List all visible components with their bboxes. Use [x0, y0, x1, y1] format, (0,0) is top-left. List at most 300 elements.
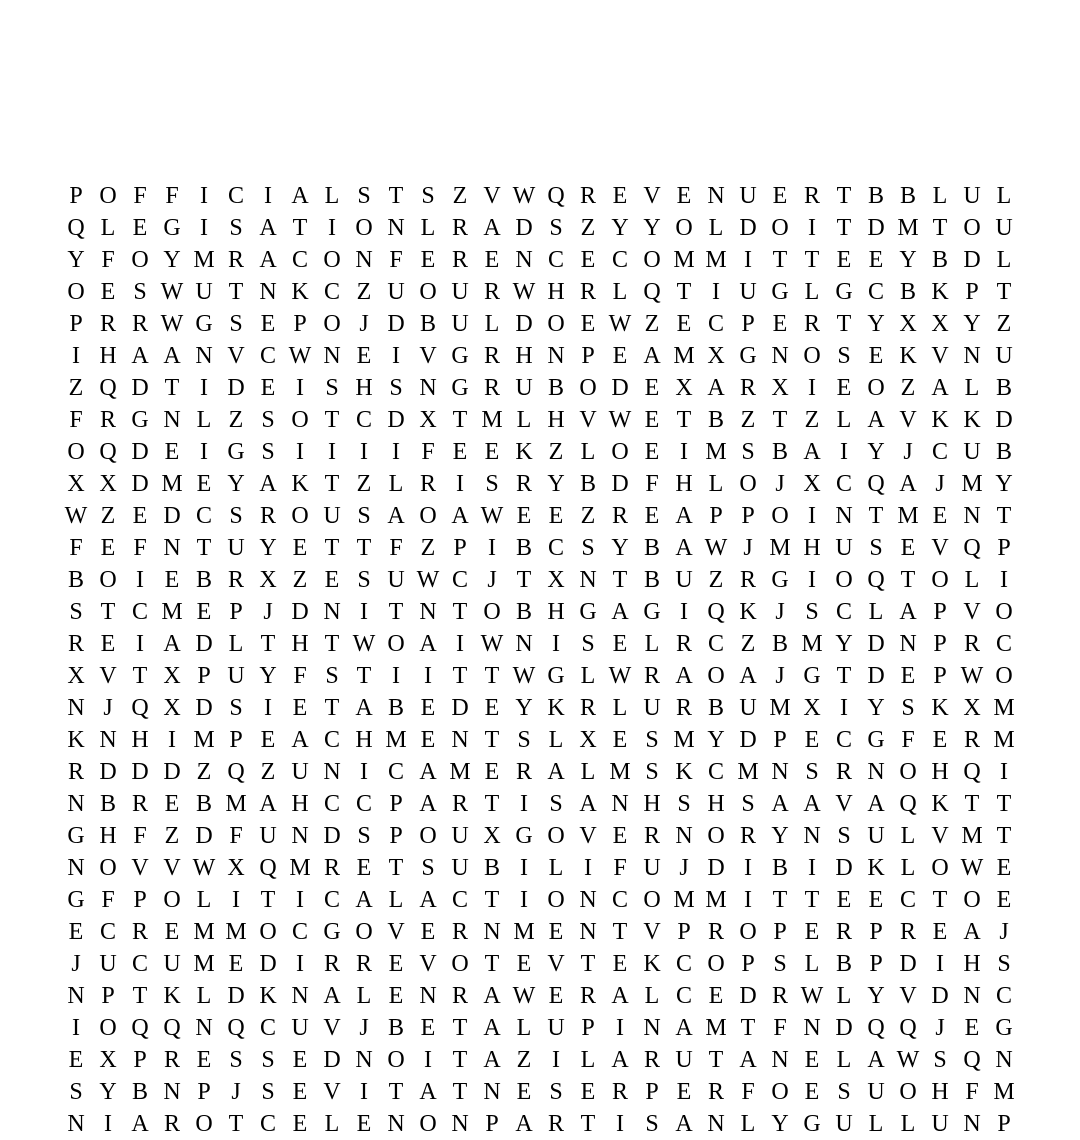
grid-letter[interactable]: U — [643, 855, 661, 881]
grid-letter[interactable]: B — [899, 279, 916, 305]
grid-letter[interactable]: E — [452, 439, 468, 465]
grid-letter[interactable]: E — [644, 503, 660, 529]
grid-letter[interactable]: J — [263, 599, 273, 625]
grid-letter[interactable]: E — [612, 343, 628, 369]
grid-letter[interactable]: U — [867, 823, 885, 849]
grid-letter[interactable]: T — [612, 567, 628, 593]
grid-letter[interactable]: E — [292, 1111, 308, 1137]
grid-letter[interactable]: D — [611, 471, 629, 497]
grid-letter[interactable]: D — [387, 407, 405, 433]
grid-letter[interactable]: T — [772, 407, 788, 433]
grid-letter[interactable]: N — [771, 343, 789, 369]
grid-letter[interactable]: U — [995, 215, 1013, 241]
grid-letter[interactable]: V — [419, 951, 437, 977]
grid-letter[interactable]: O — [547, 311, 565, 337]
grid-letter[interactable]: A — [675, 1111, 693, 1137]
grid-letter[interactable]: S — [837, 343, 851, 369]
grid-letter[interactable]: N — [387, 215, 405, 241]
grid-letter[interactable]: S — [549, 215, 563, 241]
grid-letter[interactable]: H — [291, 791, 309, 817]
grid-letter[interactable]: W — [160, 279, 184, 305]
grid-letter[interactable]: Z — [356, 471, 372, 497]
grid-letter[interactable]: E — [612, 951, 628, 977]
grid-letter[interactable]: N — [803, 1015, 821, 1041]
grid-letter[interactable]: E — [548, 919, 564, 945]
grid-letter[interactable]: G — [451, 375, 469, 401]
grid-letter[interactable]: W — [800, 983, 824, 1009]
grid-letter[interactable]: M — [481, 407, 503, 433]
grid-letter[interactable]: E — [868, 247, 884, 273]
grid-letter[interactable]: G — [835, 279, 853, 305]
grid-letter[interactable]: T — [452, 1079, 468, 1105]
grid-letter[interactable]: S — [485, 471, 499, 497]
grid-letter[interactable]: S — [645, 1111, 659, 1137]
grid-letter[interactable]: V — [931, 823, 949, 849]
grid-letter[interactable]: A — [611, 983, 629, 1009]
grid-letter[interactable]: O — [419, 823, 437, 849]
grid-letter[interactable]: Q — [131, 1015, 149, 1041]
grid-letter[interactable]: O — [707, 663, 725, 689]
grid-letter[interactable]: X — [67, 663, 85, 689]
grid-letter[interactable]: O — [995, 599, 1013, 625]
grid-letter[interactable]: T — [484, 791, 500, 817]
grid-letter[interactable]: P — [581, 1015, 595, 1041]
grid-letter[interactable]: W — [896, 1047, 920, 1073]
grid-letter[interactable]: U — [387, 567, 405, 593]
grid-letter[interactable]: W — [512, 983, 536, 1009]
grid-letter[interactable]: O — [291, 503, 309, 529]
grid-letter[interactable]: O — [675, 215, 693, 241]
grid-letter[interactable]: S — [549, 1079, 563, 1105]
grid-letter[interactable]: D — [611, 375, 629, 401]
grid-letter[interactable]: R — [227, 567, 244, 593]
grid-letter[interactable]: E — [356, 343, 372, 369]
grid-letter[interactable]: T — [324, 407, 340, 433]
grid-letter[interactable]: V — [963, 599, 981, 625]
grid-letter[interactable]: L — [932, 183, 948, 209]
grid-letter[interactable]: E — [484, 695, 500, 721]
grid-letter[interactable]: C — [835, 727, 852, 753]
grid-letter[interactable]: O — [67, 439, 85, 465]
grid-letter[interactable]: S — [261, 439, 275, 465]
grid-letter[interactable]: X — [163, 663, 181, 689]
grid-letter[interactable]: T — [100, 599, 116, 625]
grid-letter[interactable]: P — [101, 983, 115, 1009]
grid-letter[interactable]: A — [419, 759, 437, 785]
grid-letter[interactable]: A — [259, 215, 277, 241]
grid-letter[interactable]: D — [323, 823, 341, 849]
grid-letter[interactable]: T — [900, 567, 916, 593]
grid-letter[interactable]: N — [835, 503, 853, 529]
grid-letter[interactable]: N — [163, 1079, 181, 1105]
grid-letter[interactable]: S — [357, 567, 371, 593]
grid-letter[interactable]: P — [773, 727, 787, 753]
grid-letter[interactable]: E — [644, 375, 660, 401]
grid-letter[interactable]: E — [132, 215, 148, 241]
grid-letter[interactable]: C — [995, 983, 1012, 1009]
grid-letter[interactable]: B — [195, 567, 212, 593]
grid-letter[interactable]: S — [261, 1047, 275, 1073]
grid-letter[interactable]: R — [675, 631, 692, 657]
grid-letter[interactable]: A — [867, 1047, 885, 1073]
grid-letter[interactable]: L — [388, 471, 404, 497]
grid-letter[interactable]: C — [259, 1015, 276, 1041]
grid-letter[interactable]: E — [900, 663, 916, 689]
grid-letter[interactable]: H — [931, 1079, 949, 1105]
grid-letter[interactable]: S — [69, 1079, 83, 1105]
grid-letter[interactable]: E — [836, 375, 852, 401]
grid-letter[interactable]: U — [163, 951, 181, 977]
grid-letter[interactable]: E — [356, 1111, 372, 1137]
grid-letter[interactable]: U — [451, 823, 469, 849]
grid-letter[interactable]: N — [259, 279, 277, 305]
grid-letter[interactable]: Z — [196, 759, 212, 785]
grid-letter[interactable]: N — [451, 1111, 469, 1137]
grid-letter[interactable]: E — [260, 375, 276, 401]
grid-letter[interactable]: R — [675, 695, 692, 721]
grid-letter[interactable]: E — [484, 247, 500, 273]
grid-letter[interactable]: R — [67, 759, 84, 785]
grid-letter[interactable]: B — [931, 247, 948, 273]
grid-letter[interactable]: N — [99, 727, 117, 753]
grid-letter[interactable]: I — [744, 855, 752, 881]
grid-letter[interactable]: H — [291, 631, 309, 657]
grid-letter[interactable]: H — [355, 375, 373, 401]
grid-letter[interactable]: K — [867, 855, 885, 881]
grid-letter[interactable]: J — [775, 663, 785, 689]
grid-letter[interactable]: P — [581, 343, 595, 369]
grid-letter[interactable]: T — [484, 887, 500, 913]
grid-letter[interactable]: I — [744, 887, 752, 913]
grid-letter[interactable]: W — [960, 855, 984, 881]
grid-letter[interactable]: C — [547, 247, 564, 273]
grid-letter[interactable]: E — [196, 1047, 212, 1073]
grid-letter[interactable]: L — [516, 1015, 532, 1041]
grid-letter[interactable]: T — [772, 887, 788, 913]
grid-letter[interactable]: Q — [163, 1015, 181, 1041]
grid-letter[interactable]: N — [67, 695, 85, 721]
grid-letter[interactable]: L — [996, 247, 1012, 273]
grid-letter[interactable]: C — [131, 951, 148, 977]
grid-letter[interactable]: W — [512, 663, 536, 689]
grid-letter[interactable]: E — [196, 599, 212, 625]
grid-letter[interactable]: A — [867, 791, 885, 817]
grid-letter[interactable]: I — [584, 855, 592, 881]
grid-letter[interactable]: N — [515, 631, 533, 657]
grid-letter[interactable]: F — [229, 823, 243, 849]
grid-letter[interactable]: E — [932, 727, 948, 753]
grid-letter[interactable]: B — [387, 695, 404, 721]
grid-letter[interactable]: N — [67, 791, 85, 817]
grid-letter[interactable]: Z — [580, 503, 596, 529]
grid-letter[interactable]: X — [227, 855, 245, 881]
grid-letter[interactable]: E — [484, 439, 500, 465]
grid-letter[interactable]: O — [99, 567, 117, 593]
grid-letter[interactable]: I — [264, 183, 272, 209]
grid-letter[interactable]: D — [131, 375, 149, 401]
grid-letter[interactable]: N — [579, 919, 597, 945]
grid-letter[interactable]: E — [804, 727, 820, 753]
grid-letter[interactable]: P — [453, 535, 467, 561]
grid-letter[interactable]: Y — [963, 311, 981, 337]
grid-letter[interactable]: T — [580, 951, 596, 977]
grid-letter[interactable]: R — [131, 791, 148, 817]
grid-letter[interactable]: B — [771, 631, 788, 657]
grid-letter[interactable]: D — [259, 951, 277, 977]
grid-letter[interactable]: E — [164, 919, 180, 945]
grid-letter[interactable]: K — [291, 471, 309, 497]
grid-letter[interactable]: E — [996, 887, 1012, 913]
grid-letter[interactable]: G — [771, 279, 789, 305]
grid-letter[interactable]: X — [547, 567, 565, 593]
grid-letter[interactable]: V — [163, 855, 181, 881]
grid-letter[interactable]: L — [900, 855, 916, 881]
grid-letter[interactable]: O — [195, 1111, 213, 1137]
grid-letter[interactable]: N — [291, 983, 309, 1009]
grid-letter[interactable]: Y — [611, 215, 629, 241]
grid-letter[interactable]: C — [707, 759, 724, 785]
grid-letter[interactable]: O — [131, 247, 149, 273]
grid-letter[interactable]: H — [643, 791, 661, 817]
grid-letter[interactable]: L — [484, 311, 500, 337]
grid-letter[interactable]: I — [392, 663, 400, 689]
grid-letter[interactable]: O — [739, 471, 757, 497]
grid-letter[interactable]: N — [323, 343, 341, 369]
grid-letter[interactable]: L — [580, 759, 596, 785]
grid-letter[interactable]: E — [68, 919, 84, 945]
grid-letter[interactable]: V — [99, 663, 117, 689]
grid-letter[interactable]: R — [163, 1111, 180, 1137]
grid-letter[interactable]: W — [512, 279, 536, 305]
grid-letter[interactable]: M — [673, 887, 695, 913]
grid-letter[interactable]: O — [419, 1111, 437, 1137]
grid-letter[interactable]: L — [644, 631, 660, 657]
grid-letter[interactable]: I — [808, 375, 816, 401]
grid-letter[interactable]: M — [193, 919, 215, 945]
grid-letter[interactable]: A — [675, 1015, 693, 1041]
grid-letter[interactable]: A — [675, 535, 693, 561]
grid-letter[interactable]: H — [99, 823, 117, 849]
grid-letter[interactable]: L — [580, 439, 596, 465]
grid-letter[interactable]: N — [355, 1047, 373, 1073]
grid-letter[interactable]: M — [161, 471, 183, 497]
grid-letter[interactable]: G — [451, 343, 469, 369]
grid-letter[interactable]: J — [775, 599, 785, 625]
grid-letter[interactable]: Z — [644, 311, 660, 337]
grid-letter[interactable]: E — [932, 919, 948, 945]
grid-letter[interactable]: O — [867, 375, 885, 401]
grid-letter[interactable]: X — [163, 695, 181, 721]
grid-letter[interactable]: O — [579, 375, 597, 401]
grid-letter[interactable]: N — [963, 343, 981, 369]
grid-letter[interactable]: O — [547, 823, 565, 849]
grid-letter[interactable]: A — [771, 791, 789, 817]
grid-letter[interactable]: J — [999, 919, 1009, 945]
grid-letter[interactable]: I — [168, 727, 176, 753]
grid-letter[interactable]: I — [712, 279, 720, 305]
grid-letter[interactable]: R — [611, 1079, 628, 1105]
grid-letter[interactable]: A — [611, 1047, 629, 1073]
grid-letter[interactable]: N — [579, 887, 597, 913]
grid-letter[interactable]: T — [324, 535, 340, 561]
grid-letter[interactable]: C — [323, 279, 340, 305]
grid-letter[interactable]: I — [232, 887, 240, 913]
grid-letter[interactable]: Z — [420, 535, 436, 561]
grid-letter[interactable]: T — [196, 535, 212, 561]
grid-letter[interactable]: T — [324, 631, 340, 657]
grid-letter[interactable]: A — [419, 791, 437, 817]
grid-letter[interactable]: R — [579, 695, 596, 721]
grid-letter[interactable]: A — [131, 1111, 149, 1137]
grid-letter[interactable]: T — [324, 471, 340, 497]
grid-letter[interactable]: W — [512, 183, 536, 209]
grid-letter[interactable]: X — [707, 343, 725, 369]
grid-letter[interactable]: T — [836, 311, 852, 337]
grid-letter[interactable]: H — [547, 599, 565, 625]
grid-letter[interactable]: E — [100, 631, 116, 657]
grid-letter[interactable]: J — [903, 439, 913, 465]
grid-letter[interactable]: J — [71, 951, 81, 977]
grid-letter[interactable]: E — [836, 247, 852, 273]
grid-letter[interactable]: G — [195, 311, 213, 337]
grid-letter[interactable]: Z — [516, 1047, 532, 1073]
grid-letter[interactable]: J — [359, 1015, 369, 1041]
grid-letter[interactable]: D — [323, 1047, 341, 1073]
grid-letter[interactable]: S — [357, 183, 371, 209]
grid-letter[interactable]: T — [452, 1047, 468, 1073]
grid-letter[interactable]: T — [804, 887, 820, 913]
grid-letter[interactable]: N — [707, 1111, 725, 1137]
grid-letter[interactable]: S — [133, 279, 147, 305]
grid-letter[interactable]: R — [99, 407, 116, 433]
grid-letter[interactable]: B — [515, 535, 532, 561]
grid-letter[interactable]: I — [744, 247, 752, 273]
grid-letter[interactable]: I — [936, 951, 944, 977]
grid-letter[interactable]: C — [995, 631, 1012, 657]
grid-letter[interactable]: P — [869, 951, 883, 977]
grid-letter[interactable]: R — [451, 791, 468, 817]
grid-letter[interactable]: N — [163, 407, 181, 433]
grid-letter[interactable]: E — [804, 1079, 820, 1105]
grid-letter[interactable]: E — [516, 1079, 532, 1105]
grid-letter[interactable]: H — [355, 727, 373, 753]
grid-letter[interactable]: D — [739, 215, 757, 241]
grid-letter[interactable]: D — [387, 311, 405, 337]
grid-letter[interactable]: T — [164, 375, 180, 401]
grid-letter[interactable]: B — [771, 855, 788, 881]
grid-letter[interactable]: D — [195, 631, 213, 657]
grid-letter[interactable]: U — [963, 183, 981, 209]
grid-letter[interactable]: R — [643, 823, 660, 849]
grid-letter[interactable]: U — [547, 1015, 565, 1041]
grid-letter[interactable]: O — [387, 1047, 405, 1073]
grid-letter[interactable]: B — [419, 311, 436, 337]
grid-letter[interactable]: Q — [227, 759, 245, 785]
grid-letter[interactable]: X — [675, 375, 693, 401]
grid-letter[interactable]: U — [99, 951, 117, 977]
grid-letter[interactable]: M — [193, 247, 215, 273]
grid-letter[interactable]: Z — [740, 407, 756, 433]
grid-letter[interactable]: A — [739, 663, 757, 689]
grid-letter[interactable]: D — [163, 503, 181, 529]
grid-letter[interactable]: I — [520, 887, 528, 913]
grid-letter[interactable]: Y — [259, 535, 277, 561]
grid-letter[interactable]: O — [643, 887, 661, 913]
grid-letter[interactable]: H — [547, 279, 565, 305]
grid-letter[interactable]: G — [579, 599, 597, 625]
grid-letter[interactable]: C — [291, 247, 308, 273]
grid-letter[interactable]: O — [323, 247, 341, 273]
grid-letter[interactable]: E — [292, 695, 308, 721]
grid-letter[interactable]: D — [131, 471, 149, 497]
grid-letter[interactable]: R — [835, 759, 852, 785]
grid-letter[interactable]: I — [328, 439, 336, 465]
grid-letter[interactable]: R — [547, 1111, 564, 1137]
grid-letter[interactable]: Z — [580, 215, 596, 241]
grid-letter[interactable]: B — [707, 407, 724, 433]
grid-letter[interactable]: A — [675, 503, 693, 529]
grid-letter[interactable]: A — [547, 759, 565, 785]
grid-letter[interactable]: V — [579, 407, 597, 433]
grid-letter[interactable]: M — [385, 727, 407, 753]
grid-letter[interactable]: U — [291, 759, 309, 785]
grid-letter[interactable]: C — [835, 599, 852, 625]
grid-letter[interactable]: B — [995, 439, 1012, 465]
grid-letter[interactable]: Q — [963, 1047, 981, 1073]
grid-letter[interactable]: T — [996, 823, 1012, 849]
grid-letter[interactable]: O — [323, 311, 341, 337]
grid-letter[interactable]: I — [136, 631, 144, 657]
grid-letter[interactable]: M — [705, 247, 727, 273]
grid-letter[interactable]: G — [131, 407, 149, 433]
grid-letter[interactable]: Q — [99, 375, 117, 401]
grid-letter[interactable]: P — [645, 1079, 659, 1105]
grid-letter[interactable]: P — [965, 279, 979, 305]
grid-letter[interactable]: U — [835, 535, 853, 561]
grid-letter[interactable]: E — [516, 951, 532, 977]
grid-letter[interactable]: R — [579, 279, 596, 305]
grid-letter[interactable]: V — [931, 535, 949, 561]
grid-letter[interactable]: O — [291, 407, 309, 433]
grid-letter[interactable]: L — [612, 695, 628, 721]
grid-letter[interactable]: F — [133, 183, 147, 209]
grid-letter[interactable]: P — [741, 311, 755, 337]
grid-letter[interactable]: X — [579, 727, 597, 753]
grid-letter[interactable]: B — [387, 1015, 404, 1041]
grid-letter[interactable]: E — [868, 887, 884, 913]
grid-letter[interactable]: C — [323, 727, 340, 753]
grid-letter[interactable]: B — [835, 951, 852, 977]
grid-letter[interactable]: T — [452, 1015, 468, 1041]
grid-letter[interactable]: R — [515, 759, 532, 785]
grid-letter[interactable]: S — [645, 727, 659, 753]
grid-letter[interactable]: Z — [804, 407, 820, 433]
grid-letter[interactable]: E — [612, 823, 628, 849]
grid-letter[interactable]: J — [679, 855, 689, 881]
grid-letter[interactable]: B — [515, 599, 532, 625]
grid-letter[interactable]: O — [803, 343, 821, 369]
grid-letter[interactable]: O — [995, 663, 1013, 689]
grid-letter[interactable]: C — [355, 407, 372, 433]
grid-letter[interactable]: C — [451, 887, 468, 913]
grid-letter[interactable]: U — [675, 567, 693, 593]
grid-letter[interactable]: R — [355, 951, 372, 977]
grid-letter[interactable]: A — [899, 599, 917, 625]
grid-letter[interactable]: N — [419, 599, 437, 625]
grid-letter[interactable]: T — [772, 247, 788, 273]
grid-letter[interactable]: A — [483, 1047, 501, 1073]
grid-letter[interactable]: L — [836, 983, 852, 1009]
